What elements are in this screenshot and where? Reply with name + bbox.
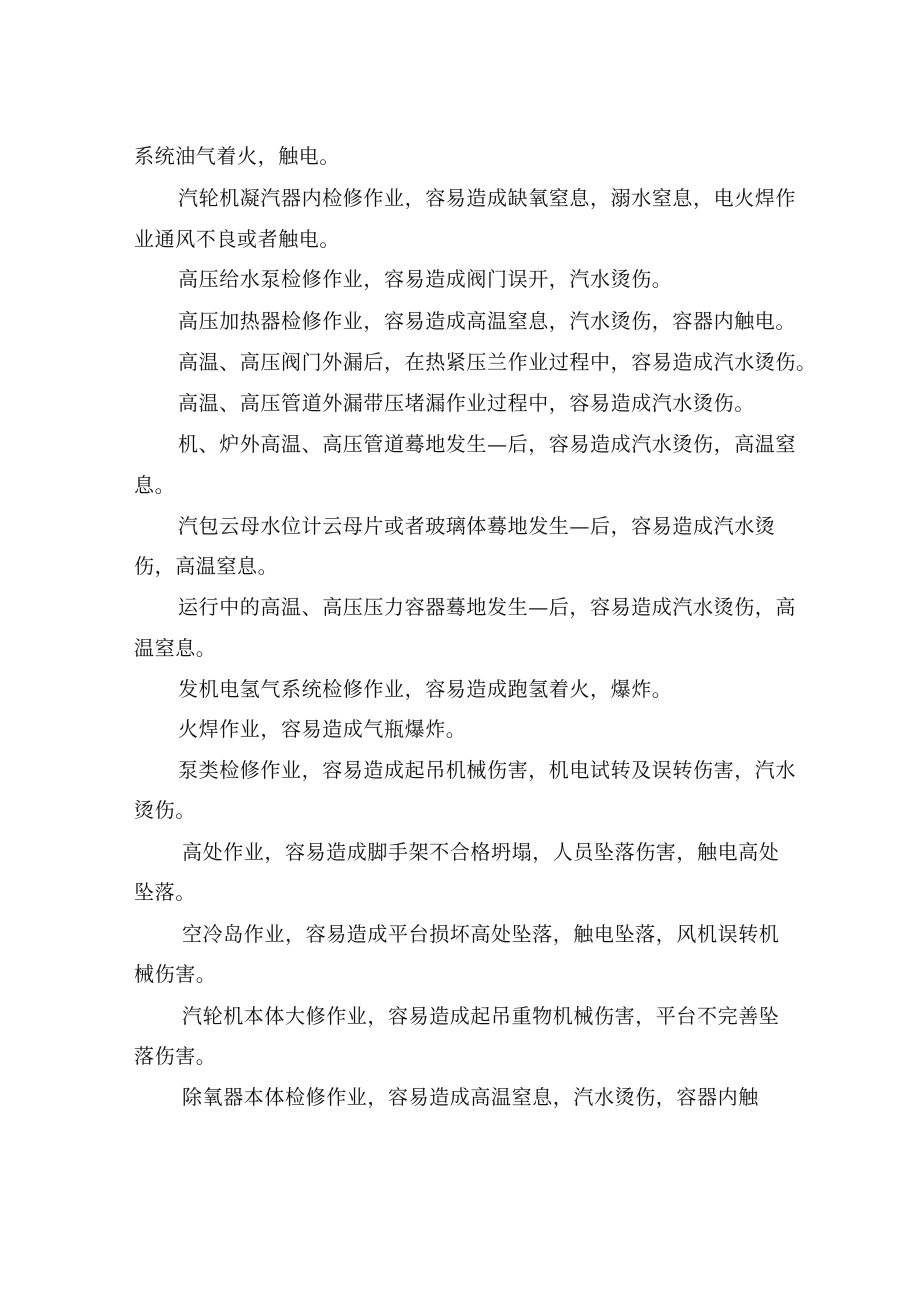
text-line: 系统油气着火，触电。: [134, 144, 340, 168]
text-line: 高温、高压管道外漏带压堵漏作业过程中，容易造成汽水烫伤。: [178, 391, 755, 415]
text-line: 发机电氢气系统检修作业，容易造成跑氢着火，爆炸。: [178, 677, 673, 701]
text-line: 息。: [134, 473, 176, 497]
text-line: 高压加热器检修作业，容易造成高温窒息，汽水烫伤，容器内触电。: [178, 309, 796, 333]
text-line: 汽轮机凝汽器内检修作业，容易造成缺氧窒息，溺水窒息，电火焊作: [178, 186, 796, 210]
text-line: 汽包云母水位计云母片或者玻璃体蓦地发生—后，容易造成汽水烫: [178, 514, 776, 538]
text-line: 空冷岛作业，容易造成平台损坏高处坠落，触电坠落，风机误转机: [182, 922, 780, 946]
text-line: 除氧器本体检修作业，容易造成高温窒息，汽水烫伤，容器内触: [182, 1085, 759, 1109]
text-line: 温窒息。: [134, 636, 217, 660]
text-line: 高温、高压阀门外漏后，在热紧压兰作业过程中，容易造成汽水烫伤。: [178, 350, 817, 374]
text-line: 汽轮机本体大修作业，容易造成起吊重物机械伤害，平台不完善坠: [182, 1004, 780, 1028]
text-line: 落伤害。: [134, 1044, 217, 1068]
text-line: 运行中的高温、高压压力容器蓦地发生—后，容易造成汽水烫伤，高: [178, 595, 796, 619]
text-line: 坠落。: [134, 880, 196, 904]
text-line: 业通风不良或者触电。: [134, 227, 340, 251]
text-line: 烫伤。: [134, 798, 196, 822]
text-line: 高处作业，容易造成脚手架不合格坍塌，人员坠落伤害，触电高处: [182, 840, 780, 864]
text-line: 泵类检修作业，容易造成起吊机械伤害，机电试转及误转伤害，汽水: [178, 758, 796, 782]
text-line: 高压给水泵检修作业，容易造成阀门误开，汽水烫伤。: [178, 267, 673, 291]
text-line: 机、炉外高温、高压管道蓦地发生—后，容易造成汽水烫伤，高温窒: [178, 432, 796, 456]
text-line: 火焊作业，容易造成气瓶爆炸。: [178, 717, 467, 741]
text-line: 械伤害。: [134, 962, 217, 986]
text-line: 伤，高温窒息。: [134, 554, 279, 578]
